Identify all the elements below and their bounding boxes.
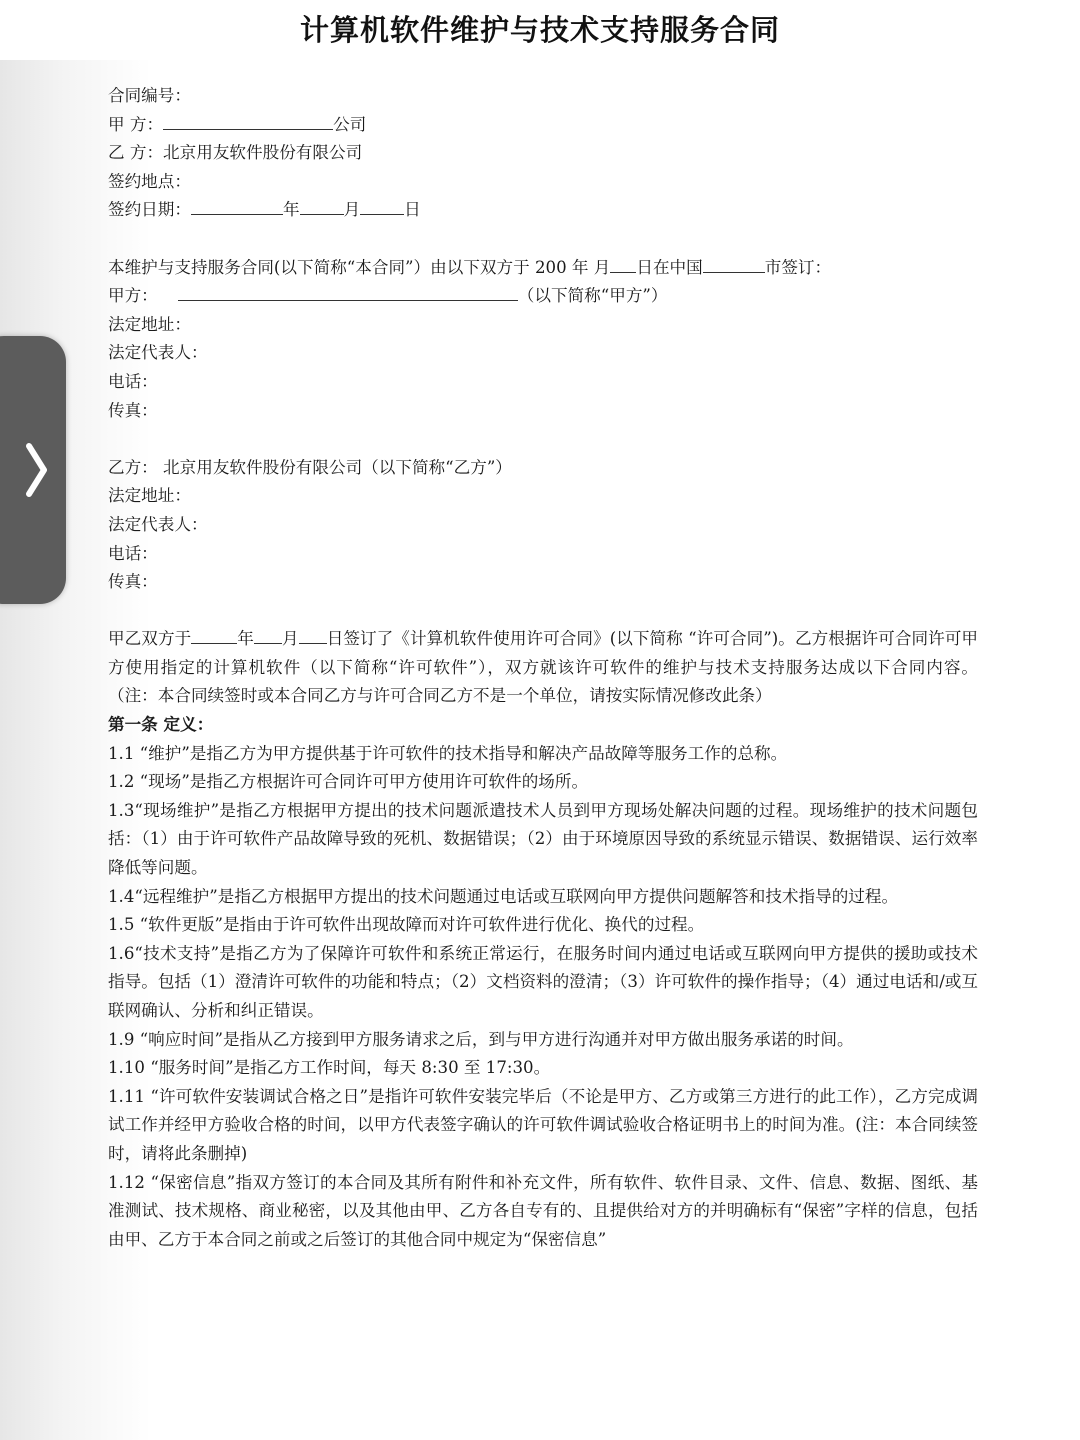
preamble-part-1: 甲乙双方于 [108, 629, 192, 649]
party-a-blank [163, 111, 333, 130]
clause-1-6: 1.6“技术支持”是指乙方为了保障许可软件和系统正常运行，在服务时间内通过电话或互联网向甲方提供的援助或技术指导。包括（1）澄清许可软件的功能和特点；（2）文档资料的澄清；（3）许可软件的操作指导；（4）通过电话和/或互联网确认、分析和纠正错误。 [108, 943, 978, 1020]
party-b-fax: 传真： [108, 572, 158, 592]
day-blank [360, 196, 404, 215]
intro-text-post: 市签订： [764, 257, 832, 277]
intro-city-blank [703, 254, 765, 273]
intro-text-mid: 日在中国 [636, 257, 703, 277]
party-a-legal-rep: 法定代表人： [108, 343, 208, 363]
year-blank [191, 196, 283, 215]
party-a-suffix: 公司 [333, 114, 367, 134]
contract-number: 合同编号： [108, 86, 191, 105]
preamble-year-blank [191, 625, 237, 644]
party-b-line: 乙方： 北京用友软件股份有限公司（以下简称“乙方”） [108, 457, 512, 477]
article-1-heading: 第一条 定义： [108, 715, 214, 735]
clause-1-3: 1.3“现场维护”是指乙方根据甲方提出的技术问题派遣技术人员到甲方现场处解决问题的过程。现场维护的技术问题包括：（1）由于许可软件产品故障导致的死机、数据错误；（2）由于环境原因导致的系统显示错误、数据错误、运行效率降低等问题。 [108, 800, 978, 878]
day-label: 日 [404, 200, 421, 220]
party-b-header: 乙 方：北京用友软件股份有限公司 [108, 143, 363, 163]
preamble-month-blank [254, 625, 282, 644]
intro-party-a [108, 282, 978, 311]
party-a-phone: 电话： [108, 371, 158, 391]
preamble-paragraph [108, 625, 978, 711]
party-a-header [108, 111, 978, 140]
side-panel-toggle[interactable] [0, 336, 66, 604]
year-label: 年 [282, 200, 300, 220]
clause-1-1: 1.1 “维护”是指乙方为甲方提供基于许可软件的技术指导和解决产品故障等服务工作的总称。 [108, 743, 788, 763]
chevron-right-icon [24, 440, 50, 500]
sign-date-label: 签约日期： [108, 200, 191, 220]
clause-1-2: 1.2 “现场”是指乙方根据许可合同许可甲方使用许可软件的场所。 [108, 772, 589, 792]
intro-line [108, 254, 978, 283]
intro-text-pre: 本维护与支持服务合同(以下简称“本合同”）由以下双方于 200 年 月 [108, 257, 611, 277]
intro-party-a-blank [178, 282, 518, 301]
clause-1-12: 1.12 “保密信息”指双方签订的本合同及其所有附件和补充文件，所有软件、软件目录、文件、信息、数据、图纸、基准测试、技术规格、商业秘密，以及其他由甲、乙方各自专有的、且提供给对方的并明确标有“保密”字样的信息，包括由甲、乙方于本合同之前或之后签订的其他合同中规定为“保密信息” [108, 1172, 978, 1249]
party-b-legal-address: 法定地址： [108, 486, 191, 506]
month-label: 月 [343, 200, 361, 220]
document-title: 计算机软件维护与技术支持服务合同 [299, 13, 780, 47]
clause-1-4: 1.4“远程维护”是指乙方根据甲方提出的技术问题通过电话或互联网向甲方提供问题解答和技术指导的过程。 [108, 886, 899, 906]
month-blank [300, 196, 344, 215]
party-a-label: 甲 方： [108, 114, 164, 134]
party-b-legal-rep: 法定代表人： [108, 514, 208, 534]
intro-party-a-label: 甲方： [108, 286, 158, 306]
party-a-fax: 传真： [108, 400, 158, 420]
preamble-part-4: 日签订了《计算机软件使用许可合同》(以下简称 “许可合同”)。乙方根据许可合同许可甲方使用指定的计算机软件（以下简称“许可软件”），双方就该许可软件的维护与技术支持服务达成以下合同内容。 （注：本合同续签时或本合同乙方与许可合同乙方不是一个单位，请按实际情况修改此条） [108, 629, 979, 706]
sign-date [108, 196, 978, 225]
preamble-part-3: 月 [281, 629, 299, 649]
intro-party-a-suffix: （以下简称“甲方”） [517, 286, 668, 306]
intro-day-blank [610, 254, 636, 273]
preamble-part-2: 年 [237, 629, 254, 649]
clause-1-9: 1.9 “响应时间”是指从乙方接到甲方服务请求之后，到与甲方进行沟通并对甲方做出服务承诺的时间。 [108, 1029, 854, 1049]
clause-1-5: 1.5 “软件更版”是指由于许可软件出现故障而对许可软件进行优化、换代的过程。 [108, 915, 705, 935]
party-b-phone: 电话： [108, 543, 158, 563]
clause-1-10: 1.10 “服务时间”是指乙方工作时间，每天 8:30 至 17:30。 [108, 1058, 551, 1078]
preamble-day-blank [299, 625, 327, 644]
clause-1-11: 1.11 “许可软件安装调试合格之日”是指许可软件安装完毕后（不论是甲方、乙方或第三方进行的此工作），乙方完成调试工作并经甲方验收合格的时间，以甲方代表签字确认的许可软件调试验收合格证明书上的时间为准。(注：本合同续签时，请将此条删掉) [108, 1086, 978, 1163]
document-body [108, 82, 978, 1254]
party-a-legal-address: 法定地址： [108, 314, 191, 334]
sign-place: 签约地点： [108, 171, 191, 191]
